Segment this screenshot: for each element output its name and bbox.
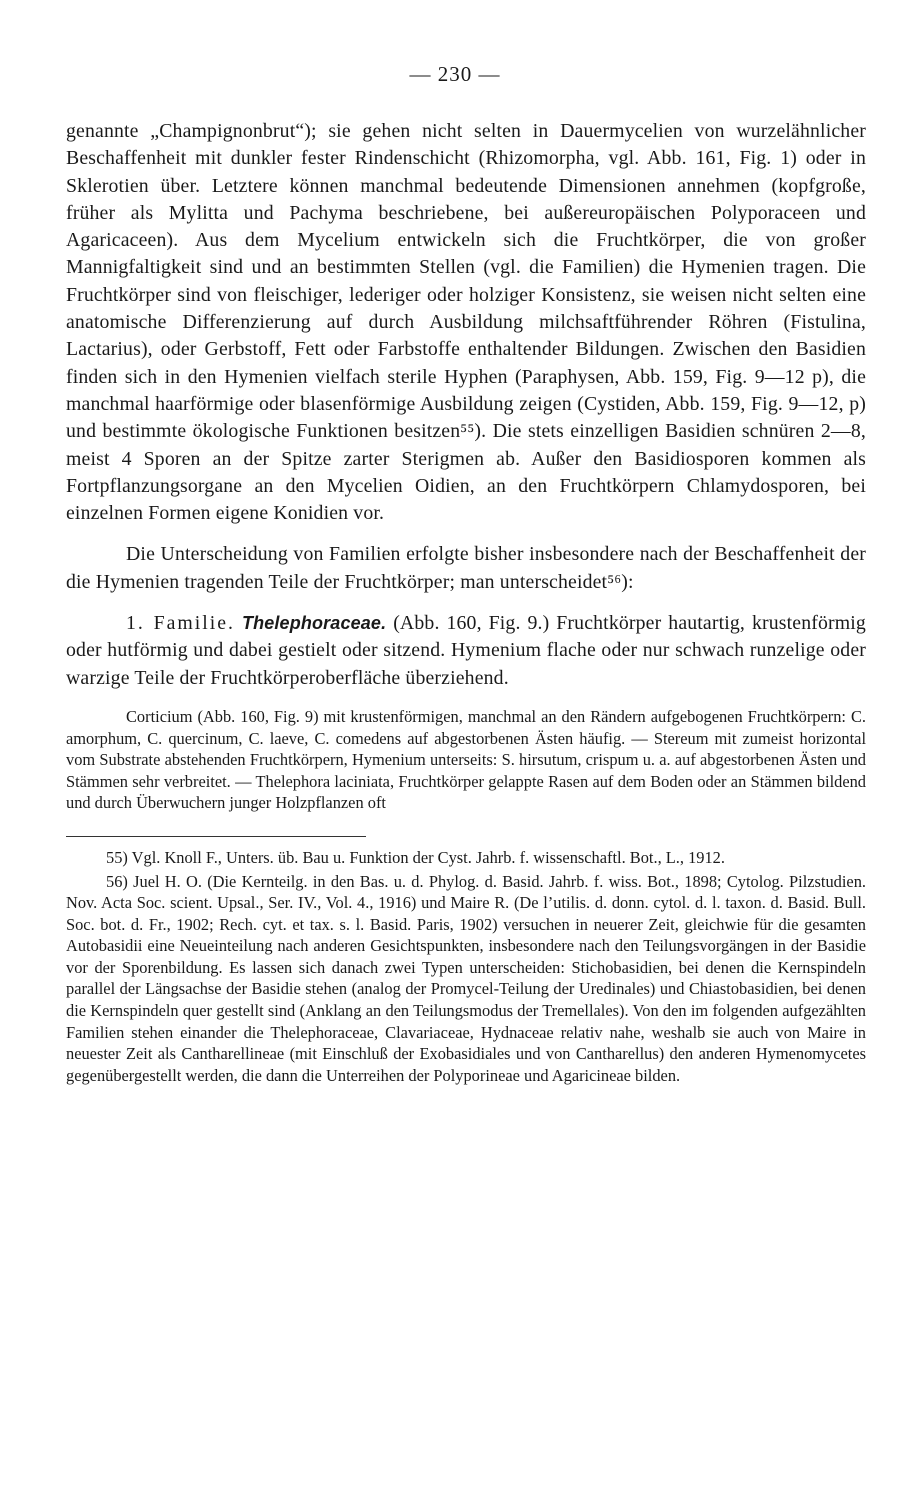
family-number: 1. Familie. [126,612,235,635]
footnote-56 [66,871,866,1087]
paragraph-1: genannte „Champignonbrut“); sie gehen nicht selten in Dauermycelien von wurzelähnlicher Beschaffenheit mit dunkler fester Rindenschicht (Rhizomorpha, vgl. Abb. 161, Fig. 1) oder in Sklerotien über. Letztere können manchmal bedeutende Dimensionen annehmen (kopfgroße, früher als Mylitta und Pachyma beschriebene, bei außereuropäischen Polyporaceen und Agaricaceen). Aus dem Mycelium entwickeln sich die Fruchtkörper, die von großer Mannigfaltigkeit sind und an bestimmten Stellen (vgl. die Familien) die Hymenien tragen. Die Fruchtkörper sind von fleischiger, lederiger oder holziger Konsistenz, sie weisen nicht selten eine anatomische Differenzierung auf durch Ausbildung milchsaftführender Röhren (Fistulina, Lactarius), oder Gerbstoff, Fett oder Farbstoffe enthaltender Bildungen. Zwischen den Basidien finden sich in den Hymenien vielfach sterile Hyphen (Paraphysen, Abb. 159, Fig. 9—12 p), die manchmal haarförmige oder blasenförmige Ausbildung zeigen (Cystiden, Abb. 159, Fig. 9—12, p) und bestimmte ökologische Funktionen besitzen⁵⁵). Die stets einzelligen Basidien schnüren 2—8, meist 4 Sporen an der Spitze zarter Sterigmen ab. Außer den Basidiosporen kommen als Fortpflanzungsorgane an den Mycelien Oidien, an den Fruchtkörpern Chlamydosporen, bei einzelnen Formen eigene Konidien vor. [66,120,866,525]
small-paragraph: Corticium (Abb. 160, Fig. 9) mit krustenförmigen, manchmal an den Rändern aufgebogenen Fruchtkörpern: C. amorphum, C. quercinum, C. laeve, C. comedens auf abgestorbenen Ästen häufig. — Stereum mit zumeist horizontal vom Substrate abstehenden Fruchtkörpern, Hymenium unterseits: S. hirsutum, crispum u. a. auf abgestorbenen Ästen und Stämmen sehr verbreitet. — Thelephora laciniata, Fruchtkörper gelappte Rasen auf dem Boden oder an Stämmen bildend und durch Überwuchern junger Holzpflanzen oft [66,706,866,813]
family-name: Thelephoraceae. [241,613,387,634]
footnote-marker: 56) [106,871,128,891]
footnote-text: Juel H. O. (Die Kernteilg. in den Bas. u. d. Phylog. d. Basid. Jahrb. f. wiss. Bot., 1898; Cytolog. Pilzstudien. Nov. Acta Soc. scient. Upsal., Ser. IV., Vol. 4., 1916) und Maire R. (De l’utilis. d. donn. cytol. d. l. taxon. d. Basid. Bull. Soc. bot. d. Fr., 1902; Rech. cyt. et tax. s. l. Basid. Paris, 1902) versuchen in neuerer Zeit, gleichwie für die gesamten Autobasidii eine Neueinteilung nach anderen Gesichtspunkten, insbesondere nach den Teilungsvorgängen in der Basidie vor der Sporenbildung. Es lassen sich danach zwei Typen unterscheiden: Stichobasidien, bei denen die Kernspindeln parallel der Längsachse der Basidie stehen (analog der Promycel-Teilung der Uredinales) und Chiastobasidien, bei denen die Kernspindeln quer gestellt sind (Anklang an den Teilungsmodus der Tremellales). Von den im folgenden aufgezählten Familien stehen einander die Thelephoraceae, Clavariaceae, Hydnaceae relativ nahe, weshalb sie auch von Maire in neuester Zeit als Cantharellineae (mit Einschluß der Exobasidiales und von Cantharellus) den anderen Hymenomycetes gegenübergestellt werden, die dann die Unterreihen der Polyporineae und Agaricineae bilden. [66,871,866,1085]
footnote-marker: 55) [106,847,128,867]
family-entry [66,610,866,692]
page-number: — 230 — [409,62,501,86]
footnote-divider [66,836,366,837]
footnote-55 [66,847,866,869]
paragraph-2: Die Unterscheidung von Familien erfolgte bisher insbesondere nach der Beschaffenheit der die Hymenien tragenden Teile der Fruchtkörper; man unterscheidet⁵⁶): [66,543,866,593]
family-description: (Abb. 160, Fig. 9.) Fruchtkörper hautartig, krustenförmig oder hutförmig und dabei gestielt oder sitzend. Hymenium flache oder nur schwach runzelige oder warzige Teile der Fruchtkörperoberfläche überziehend. [66,612,866,689]
footnote-text: Vgl. Knoll F., Unters. üb. Bau u. Funktion der Cyst. Jahrb. f. wissenschaftl. Bot., L., 1912. [131,847,725,867]
page-body [66,118,866,1088]
